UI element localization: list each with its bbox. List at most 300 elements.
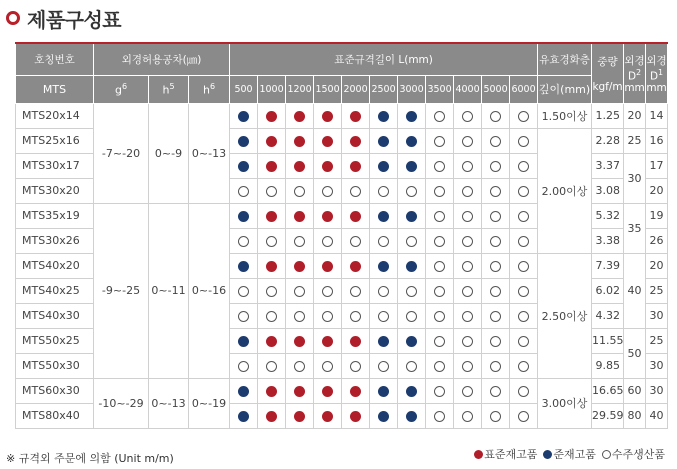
availability-cell [426,403,454,428]
blue-dot-icon [406,211,417,222]
red-dot-icon [322,411,333,422]
blue-dot-icon [406,261,417,272]
availability-cell [482,303,510,328]
availability-cell [314,128,342,153]
open-dot-icon [434,286,445,297]
availability-cell [482,403,510,428]
open-dot-icon [350,311,361,322]
weight-value: 3.08 [592,178,624,203]
availability-cell [286,228,314,253]
availability-cell [454,253,482,278]
availability-cell [398,353,426,378]
blue-dot-icon [378,111,389,122]
open-dot-icon [378,311,389,322]
availability-cell [314,403,342,428]
open-dot-icon [434,361,445,372]
availability-cell [482,228,510,253]
availability-cell [370,403,398,428]
availability-cell [454,203,482,228]
open-dot-icon [378,186,389,197]
open-dot-icon [266,186,277,197]
availability-cell [342,178,370,203]
weight-value: 5.32 [592,203,624,228]
open-dot-icon [602,450,611,459]
availability-cell [258,128,286,153]
open-dot-icon [322,286,333,297]
header-hardening: 유효경화층 [538,43,592,75]
availability-cell [398,403,426,428]
series-name: MTS35x19 [16,203,94,228]
open-dot-icon [518,186,529,197]
availability-cell [398,228,426,253]
open-dot-icon [406,311,417,322]
outer-diameter-d1: 17 [646,153,668,178]
open-dot-icon [462,211,473,222]
legend-standard: 표준재고품 [474,446,537,462]
header-series: 호칭번호 [16,43,94,75]
open-dot-icon [490,161,501,172]
availability-cell [258,103,286,128]
weight-value: 7.39 [592,253,624,278]
series-name: MTS40x30 [16,303,94,328]
red-dot-icon [294,161,305,172]
header-length-2000: 2000 [342,75,370,103]
outer-diameter-d1: 30 [646,353,668,378]
open-dot-icon [378,236,389,247]
availability-cell [230,228,258,253]
availability-cell [482,128,510,153]
red-dot-icon [266,161,277,172]
header-hardening-sub: 깊이(mm) [538,75,592,103]
open-dot-icon [266,286,277,297]
header-standard-length: 표준규격길이 L(mm) [230,43,538,75]
outer-diameter-d2: 80 [624,403,646,428]
availability-cell [370,378,398,403]
open-dot-icon [462,386,473,397]
product-table [15,42,668,429]
open-dot-icon [462,361,473,372]
availability-cell [342,303,370,328]
red-dot-icon [474,450,483,459]
availability-cell [258,378,286,403]
weight-value: 3.37 [592,153,624,178]
series-name: MTS30x26 [16,228,94,253]
blue-dot-icon [378,211,389,222]
open-dot-icon [238,361,249,372]
availability-cell [454,128,482,153]
open-dot-icon [462,336,473,347]
open-dot-icon [350,361,361,372]
availability-cell [286,278,314,303]
open-dot-icon [518,261,529,272]
red-dot-icon [266,211,277,222]
blue-dot-icon [406,411,417,422]
outer-diameter-d2: 50 [624,328,646,378]
open-dot-icon [406,236,417,247]
availability-cell [314,228,342,253]
availability-cell [230,103,258,128]
availability-cell [258,253,286,278]
series-name: MTS50x30 [16,353,94,378]
availability-cell [454,228,482,253]
availability-cell [370,278,398,303]
red-dot-icon [294,136,305,147]
blue-dot-icon [378,136,389,147]
header-length-5000: 5000 [482,75,510,103]
weight-value: 6.02 [592,278,624,303]
availability-cell [342,253,370,278]
availability-cell [426,103,454,128]
open-dot-icon [462,311,473,322]
header-length-3000: 3000 [398,75,426,103]
series-name: MTS60x30 [16,378,94,403]
availability-cell [370,303,398,328]
hardening-depth: 3.00이상 [538,378,592,428]
weight-value: 9.85 [592,353,624,378]
availability-cell [370,328,398,353]
header-length-1000: 1000 [258,75,286,103]
weight-value: 2.28 [592,128,624,153]
hardening-depth: 2.50이상 [538,253,592,378]
availability-cell [314,328,342,353]
availability-cell [426,128,454,153]
availability-cell [454,353,482,378]
open-dot-icon [518,236,529,247]
weight-value: 11.55 [592,328,624,353]
availability-cell [342,378,370,403]
open-dot-icon [462,186,473,197]
availability-cell [426,203,454,228]
open-dot-icon [518,211,529,222]
availability-cell [454,303,482,328]
availability-cell [510,403,538,428]
availability-cell [398,278,426,303]
open-dot-icon [490,236,501,247]
open-dot-icon [294,236,305,247]
open-dot-icon [238,311,249,322]
outer-diameter-d1: 30 [646,303,668,328]
blue-dot-icon [238,111,249,122]
availability-cell [286,253,314,278]
series-name: MTS80x40 [16,403,94,428]
open-dot-icon [406,361,417,372]
series-name: MTS40x20 [16,253,94,278]
availability-cell [454,103,482,128]
legend [474,446,665,462]
header-g6: $g^6$ [94,75,149,103]
availability-cell [426,228,454,253]
red-dot-icon [350,161,361,172]
open-dot-icon [462,111,473,122]
red-dot-icon [266,386,277,397]
availability-cell [370,253,398,278]
blue-dot-icon [406,111,417,122]
tolerance-g6: -10~-29 [94,378,149,428]
red-dot-icon [350,411,361,422]
hardening-depth: 2.00이상 [538,128,592,253]
availability-cell [398,103,426,128]
open-dot-icon [518,111,529,122]
availability-cell [510,278,538,303]
red-dot-icon [266,411,277,422]
availability-cell [258,303,286,328]
blue-dot-icon [406,161,417,172]
blue-dot-icon [238,261,249,272]
availability-cell [454,328,482,353]
availability-cell [342,203,370,228]
availability-cell [482,253,510,278]
blue-dot-icon [238,161,249,172]
open-dot-icon [322,236,333,247]
open-dot-icon [462,236,473,247]
open-dot-icon [462,136,473,147]
availability-cell [510,103,538,128]
weight-value: 3.38 [592,228,624,253]
red-dot-icon [294,336,305,347]
availability-cell [342,403,370,428]
availability-cell [286,203,314,228]
tolerance-h6: 0~-19 [189,378,230,428]
outer-diameter-d2: 40 [624,253,646,328]
availability-cell [314,153,342,178]
availability-cell [370,203,398,228]
tolerance-h5: 0~-9 [149,103,189,203]
availability-cell [426,253,454,278]
blue-dot-icon [406,136,417,147]
outer-diameter-d1: 14 [646,103,668,128]
header-d2: 외경 $D^2$ mm [624,43,646,103]
availability-cell [482,328,510,353]
availability-cell [230,153,258,178]
open-dot-icon [490,286,501,297]
page-title: 제품구성표 [27,7,122,32]
title-row [6,4,121,32]
red-dot-icon [266,261,277,272]
availability-cell [314,303,342,328]
blue-dot-icon [378,261,389,272]
availability-cell [482,153,510,178]
availability-cell [510,378,538,403]
open-dot-icon [434,211,445,222]
outer-diameter-d1: 25 [646,278,668,303]
availability-cell [370,103,398,128]
open-dot-icon [434,311,445,322]
blue-dot-icon [406,386,417,397]
availability-cell [454,278,482,303]
tolerance-h5: 0~-11 [149,203,189,378]
table-row [16,103,668,128]
red-dot-icon [266,336,277,347]
red-dot-icon [322,161,333,172]
availability-cell [230,403,258,428]
blue-dot-icon [378,336,389,347]
open-dot-icon [266,311,277,322]
open-dot-icon [518,136,529,147]
open-dot-icon [462,161,473,172]
red-dot-icon [322,136,333,147]
red-dot-icon [294,261,305,272]
availability-cell [230,328,258,353]
availability-cell [230,178,258,203]
availability-cell [398,128,426,153]
table-row [16,378,668,403]
tolerance-h6: 0~-16 [189,203,230,378]
open-dot-icon [434,236,445,247]
footer-note: ※ 규격외 주문에 의함 (Unit m/m) [6,452,174,465]
outer-diameter-d1: 26 [646,228,668,253]
series-name: MTS30x20 [16,178,94,203]
open-dot-icon [322,186,333,197]
availability-cell [286,303,314,328]
red-dot-icon [266,111,277,122]
outer-diameter-d2: 30 [624,153,646,203]
open-dot-icon [434,136,445,147]
availability-cell [286,178,314,203]
open-dot-icon [238,186,249,197]
open-dot-icon [238,286,249,297]
availability-cell [454,378,482,403]
availability-cell [342,328,370,353]
availability-cell [510,203,538,228]
availability-cell [426,328,454,353]
series-name: MTS40x25 [16,278,94,303]
red-dot-icon [294,386,305,397]
open-dot-icon [490,211,501,222]
outer-diameter-d1: 16 [646,128,668,153]
red-dot-icon [322,386,333,397]
outer-diameter-d2: 60 [624,378,646,403]
open-dot-icon [434,336,445,347]
red-dot-icon [322,336,333,347]
open-dot-icon [266,361,277,372]
availability-cell [510,353,538,378]
availability-cell [510,328,538,353]
tolerance-g6: -7~-20 [94,103,149,203]
availability-cell [482,203,510,228]
open-dot-icon [518,311,529,322]
availability-cell [454,178,482,203]
outer-diameter-d1: 20 [646,178,668,203]
header-length-6000: 6000 [510,75,538,103]
availability-cell [286,378,314,403]
availability-cell [398,153,426,178]
header-length-4000: 4000 [454,75,482,103]
red-dot-icon [266,136,277,147]
series-name: MTS50x25 [16,328,94,353]
availability-cell [398,253,426,278]
availability-cell [342,153,370,178]
weight-value: 16.65 [592,378,624,403]
availability-cell [314,278,342,303]
open-dot-icon [490,386,501,397]
tolerance-h5: 0~-13 [149,378,189,428]
open-dot-icon [322,311,333,322]
availability-cell [342,228,370,253]
blue-dot-icon [238,136,249,147]
availability-cell [258,353,286,378]
open-dot-icon [406,186,417,197]
series-name: MTS25x16 [16,128,94,153]
outer-diameter-d1: 25 [646,328,668,353]
availability-cell [510,128,538,153]
open-dot-icon [434,386,445,397]
open-dot-icon [350,236,361,247]
availability-cell [398,378,426,403]
open-dot-icon [434,161,445,172]
availability-cell [454,403,482,428]
blue-dot-icon [238,386,249,397]
outer-diameter-d1: 30 [646,378,668,403]
blue-dot-icon [406,336,417,347]
availability-cell [314,378,342,403]
red-dot-icon [294,111,305,122]
red-dot-icon [350,336,361,347]
open-dot-icon [490,361,501,372]
tolerance-g6: -9~-25 [94,203,149,378]
availability-cell [398,303,426,328]
availability-cell [426,153,454,178]
header-d1: 외경 $D^1$ mm [646,43,668,103]
outer-diameter-d1: 20 [646,253,668,278]
availability-cell [370,178,398,203]
availability-cell [286,103,314,128]
availability-cell [230,378,258,403]
availability-cell [230,278,258,303]
blue-dot-icon [238,336,249,347]
weight-value: 29.59 [592,403,624,428]
availability-cell [426,178,454,203]
availability-cell [230,203,258,228]
red-dot-icon [322,211,333,222]
blue-dot-icon [378,411,389,422]
open-dot-icon [294,186,305,197]
open-dot-icon [490,311,501,322]
blue-dot-icon [378,161,389,172]
availability-cell [482,378,510,403]
availability-cell [286,128,314,153]
availability-cell [258,228,286,253]
weight-value: 1.25 [592,103,624,128]
availability-cell [258,328,286,353]
availability-cell [454,153,482,178]
availability-cell [510,253,538,278]
open-dot-icon [238,236,249,247]
open-dot-icon [294,286,305,297]
red-dot-icon [322,261,333,272]
open-dot-icon [518,286,529,297]
header-h6: $h^6$ [189,75,230,103]
open-dot-icon [406,286,417,297]
availability-cell [370,128,398,153]
availability-cell [370,353,398,378]
weight-value: 4.32 [592,303,624,328]
availability-cell [482,278,510,303]
availability-cell [426,353,454,378]
open-dot-icon [350,186,361,197]
availability-cell [482,353,510,378]
legend-semi: 준재고품 [543,446,596,462]
red-dot-icon [350,261,361,272]
product-table-wrapper [15,42,667,429]
availability-cell [510,153,538,178]
tolerance-h6: 0~-13 [189,103,230,203]
availability-cell [258,203,286,228]
red-dot-icon [322,111,333,122]
availability-cell [426,278,454,303]
availability-cell [342,128,370,153]
red-dot-icon [294,411,305,422]
outer-diameter-d2: 35 [624,203,646,253]
